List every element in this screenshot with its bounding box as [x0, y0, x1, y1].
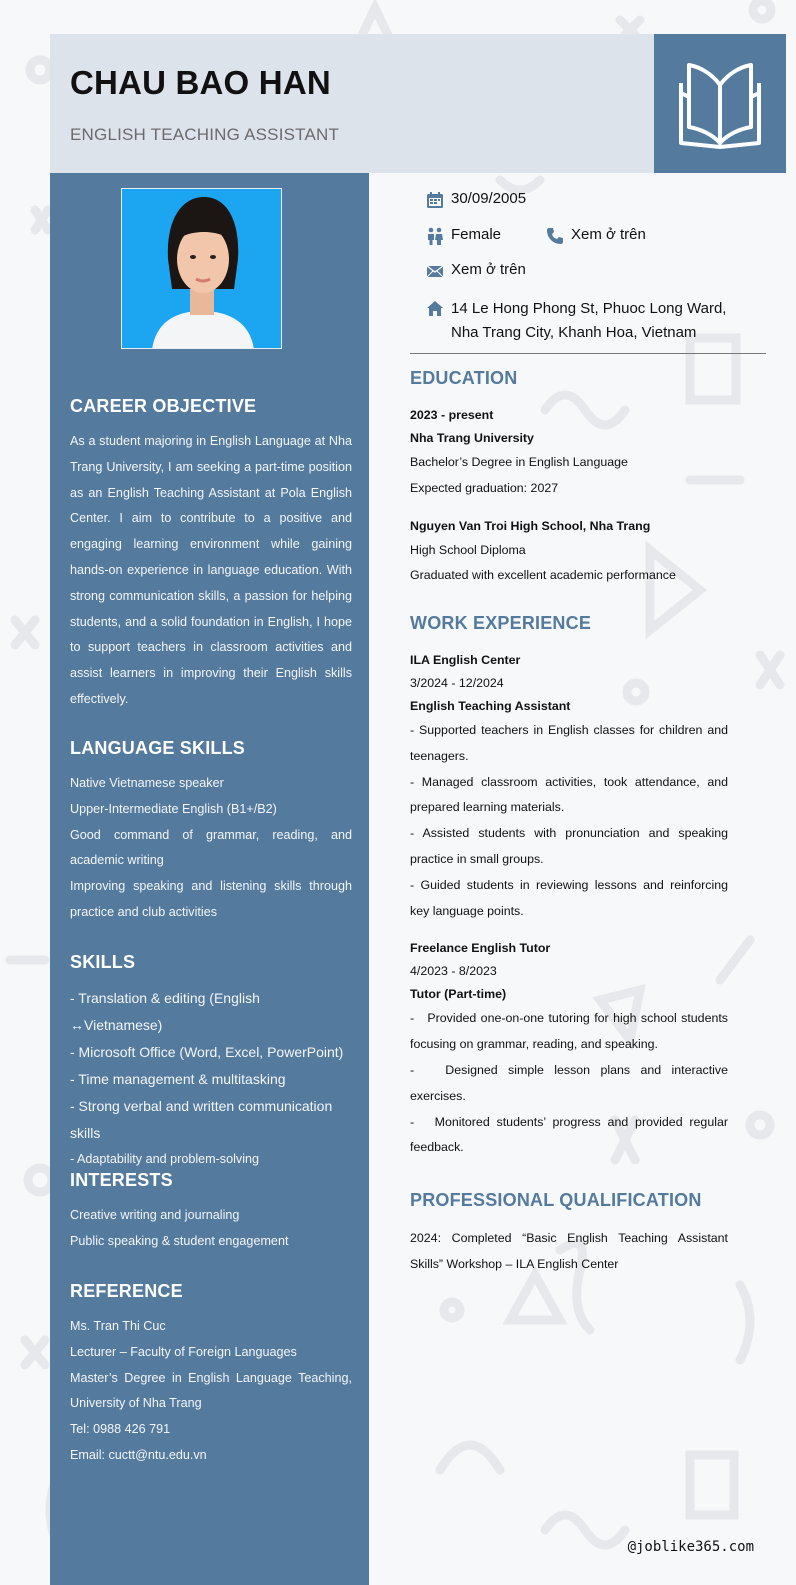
work-period: 3/2024 - 12/2024: [410, 676, 504, 690]
language-item: Native Vietnamese speaker: [70, 776, 224, 790]
work-bullet: - Assisted students with pronunciation and speaking practice in small groups.: [410, 826, 728, 866]
reference-heading: REFERENCE: [70, 1281, 183, 1301]
skills-section: [70, 952, 352, 1173]
work-bullet: - Designed simple lesson plans and interactive exercises.: [410, 1062, 732, 1103]
dob-row: [426, 190, 526, 209]
education-section: [410, 368, 728, 589]
work-role: English Teaching Assistant: [410, 699, 571, 713]
work-company: Freelance English Tutor: [410, 941, 551, 956]
education-period: 2023 - present: [410, 408, 494, 422]
header-banner: [50, 34, 654, 173]
profile-photo: [121, 188, 282, 349]
person-photo-icon: [122, 189, 282, 349]
calendar-icon: [426, 191, 444, 209]
gender-value: Female: [451, 226, 502, 243]
email-value: Xem ở trên: [451, 261, 526, 278]
reference-item: Ms. Tran Thi Cuc: [70, 1319, 166, 1333]
language-item: Good command of grammar, reading, and academic writing: [70, 827, 352, 868]
email-row: [426, 261, 526, 280]
language-skills-section: [70, 738, 352, 926]
contact-divider: [410, 353, 766, 354]
gender-icon: [426, 227, 444, 245]
work-bullet: - Provided one-on-one tutoring for high school students focusing on grammar, reading, and speaking.: [410, 1011, 732, 1052]
skill-item: - Time management & multitasking: [70, 1071, 286, 1087]
work-bullet: - Supported teachers in English classes for children and teenagers.: [410, 723, 728, 763]
skill-item: - Strong verbal and written communication skills: [70, 1098, 333, 1141]
skill-item: - Translation & editing (English ↔Vietnamese): [70, 990, 260, 1033]
education-school: Nguyen Van Troi High School, Nha Trang: [410, 518, 651, 533]
phone-value: Xem ở trên: [571, 226, 646, 243]
work-bullet: - Managed classroom activities, took attendance, and prepared learning materials.: [410, 774, 728, 815]
interest-item: Public speaking & student engagement: [70, 1233, 289, 1248]
skill-item: - Adaptability and problem-solving: [70, 1152, 260, 1166]
work-role: Tutor (Part-time): [410, 987, 507, 1002]
reference-item: Tel: 0988 426 791: [70, 1422, 171, 1437]
interests-section: [70, 1170, 352, 1255]
skill-item: - Microsoft Office (Word, Excel, PowerPoint): [70, 1044, 344, 1060]
address-row: [426, 297, 756, 345]
education-heading: EDUCATION: [410, 368, 518, 388]
language-item: Upper-Intermediate English (B1+/B2): [70, 801, 277, 816]
job-title: ENGLISH TEACHING ASSISTANT: [70, 125, 340, 144]
work-bullet: - Monitored students’ progress and provided regular feedback.: [410, 1114, 732, 1155]
qualification-text: 2024: Completed “Basic English Teaching Assistant Skills” Workshop – ILA English Center: [410, 1231, 728, 1271]
language-item: Improving speaking and listening skills through practice and club activities: [70, 879, 352, 919]
language-skills-heading: LANGUAGE SKILLS: [70, 738, 246, 758]
career-objective-section: [70, 396, 352, 713]
reference-item: Master’s Degree in English Language Teaching, University of Nha Trang: [70, 1370, 352, 1411]
skills-heading: SKILLS: [70, 952, 136, 972]
work-period: 4/2023 - 8/2023: [410, 964, 497, 979]
candidate-name: CHAU BAO HAN: [70, 64, 331, 101]
address-value: 14 Le Hong Phong St, Phuoc Long Ward, Nha Trang City, Khanh Hoa, Vietnam: [451, 300, 727, 341]
interests-heading: INTERESTS: [70, 1170, 173, 1190]
dob-value: 30/09/2005: [451, 190, 527, 207]
qualification-section: [410, 1190, 728, 1278]
work-experience-section: [410, 613, 732, 1161]
watermark-text: @joblike365.com: [627, 1539, 754, 1555]
home-icon: [426, 300, 444, 318]
reference-item: Email: cuctt@ntu.edu.vn: [70, 1447, 207, 1462]
envelope-icon: [426, 262, 444, 280]
education-degree: High School Diploma: [410, 542, 526, 557]
work-experience-heading: WORK EXPERIENCE: [410, 613, 592, 633]
gender-row: [426, 226, 501, 245]
education-note: Expected graduation: 2027: [410, 480, 559, 495]
education-school: Nha Trang University: [410, 431, 534, 445]
interest-item: Creative writing and journaling: [70, 1208, 240, 1222]
logo-box: [654, 34, 786, 173]
qualification-heading: PROFESSIONAL QUALIFICATION: [410, 1190, 702, 1210]
career-objective-text: As a student majoring in English Language at Nha Trang University, I am seeking a part-time position as an English Teaching Assistant at Pola English Center. I aim to contribute to a positive and engaging learning environment while gaining hands-on experience in language education. With strong communication skills, a passion for helping students, and a solid foundation in English, I hope to support teachers in classroom activities and assist learners in improving their English skills effectively.: [70, 434, 352, 706]
education-degree: Bachelor’s Degree in English Language: [410, 455, 628, 469]
work-company: ILA English Center: [410, 653, 521, 667]
sidebar: [50, 173, 369, 1585]
career-objective-heading: CAREER OBJECTIVE: [70, 396, 257, 416]
reference-item: Lecturer – Faculty of Foreign Languages: [70, 1344, 297, 1359]
education-note: Graduated with excellent academic performance: [410, 568, 676, 583]
phone-icon: [546, 227, 564, 245]
phone-row: [546, 226, 646, 245]
open-book-icon: [673, 57, 767, 151]
reference-section: [70, 1281, 352, 1469]
work-bullet: - Guided students in reviewing lessons and reinforcing key language points.: [410, 877, 728, 918]
